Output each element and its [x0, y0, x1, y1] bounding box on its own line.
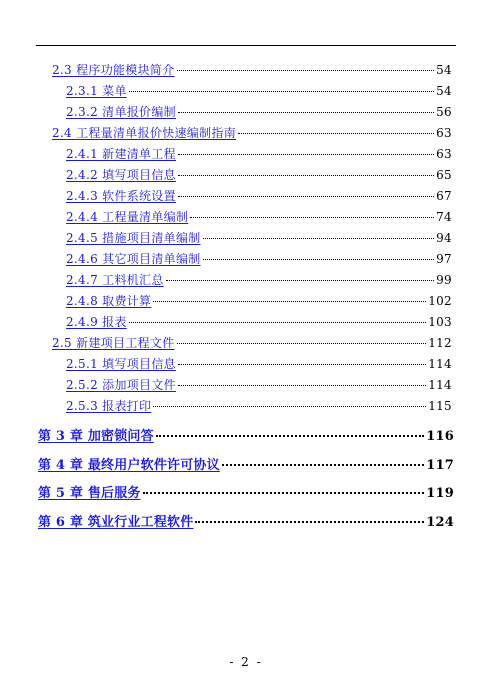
toc-entry-page: 102 — [428, 294, 452, 308]
toc-leader-dots — [178, 154, 434, 155]
toc-entry-2-3-2[interactable] — [66, 103, 452, 120]
toc-leader-dots — [143, 492, 425, 494]
toc-entry-2-4-8[interactable] — [66, 292, 452, 309]
toc-chapter-6[interactable] — [38, 511, 454, 530]
toc-entry-page: 74 — [436, 210, 452, 224]
toc-entry-page: 54 — [436, 63, 452, 77]
toc-chapter-page: 124 — [426, 515, 454, 530]
toc-entry-2-4-2[interactable] — [66, 166, 452, 183]
toc-entry-label[interactable]: 2.4.9 报表 — [66, 315, 127, 329]
toc-entry-label[interactable]: 2.4.6 其它项目清单编制 — [66, 252, 201, 266]
toc-entry-2-3-1[interactable] — [66, 82, 452, 99]
toc-chapter-3[interactable] — [38, 425, 454, 444]
toc-leader-dots — [129, 91, 434, 92]
toc-entry-page: 103 — [428, 315, 452, 329]
toc-chapter-label[interactable]: 第 6 章 筑业行业工程软件 — [38, 515, 194, 530]
toc-leader-dots — [177, 70, 435, 71]
toc-leader-dots — [195, 521, 424, 523]
toc-entry-label[interactable]: 2.3.1 菜单 — [66, 84, 127, 98]
toc-leader-dots — [156, 435, 424, 437]
toc-leader-dots — [203, 259, 435, 260]
toc-entry-page: 65 — [436, 168, 452, 182]
toc-chapter-label[interactable]: 第 4 章 最终用户软件许可协议 — [38, 458, 220, 473]
toc-entry-2-4-6[interactable] — [66, 250, 452, 267]
toc-chapter-page: 119 — [426, 486, 454, 501]
toc-leader-dots — [129, 322, 426, 323]
toc-leader-dots — [203, 238, 435, 239]
toc-entry-page: 94 — [436, 231, 452, 245]
toc-entry-page: 114 — [428, 357, 452, 371]
toc-leader-dots — [178, 364, 426, 365]
toc-entry-2-4-3[interactable] — [66, 187, 452, 204]
toc-leader-dots — [238, 133, 434, 134]
toc-entry-page: 97 — [436, 252, 452, 266]
toc-entry-2-3[interactable] — [52, 61, 452, 78]
toc-entry-label[interactable]: 2.3.2 清单报价编制 — [66, 105, 176, 119]
toc-leader-dots — [178, 385, 426, 386]
toc-leader-dots — [153, 301, 426, 302]
toc-entry-2-4-4[interactable] — [66, 208, 452, 225]
toc-entry-label[interactable]: 2.3 程序功能模块简介 — [52, 63, 175, 77]
toc-entry-2-4[interactable] — [52, 124, 452, 141]
toc-entry-2-4-9[interactable] — [66, 313, 452, 330]
toc-chapter-label[interactable]: 第 5 章 售后服务 — [38, 486, 141, 501]
toc-entry-page: 54 — [436, 84, 452, 98]
toc-chapter-page: 116 — [426, 429, 454, 444]
toc-entry-page: 63 — [436, 147, 452, 161]
toc-chapter-4[interactable] — [38, 454, 454, 473]
toc-entry-label[interactable]: 2.4.3 软件系统设置 — [66, 189, 176, 203]
toc-entry-2-5[interactable] — [52, 334, 452, 351]
toc-leader-dots — [178, 196, 434, 197]
toc-entry-label[interactable]: 2.4.2 填写项目信息 — [66, 168, 176, 182]
toc-entry-label[interactable]: 2.4.1 新建清单工程 — [66, 147, 176, 161]
toc-leader-dots — [222, 464, 424, 466]
toc-entry-label[interactable]: 2.5.2 添加项目文件 — [66, 378, 176, 392]
toc-entry-2-4-7[interactable] — [66, 271, 452, 288]
toc-chapter-page: 117 — [426, 458, 454, 473]
toc-chapter-5[interactable] — [38, 482, 454, 501]
toc-entry-page: 63 — [436, 126, 452, 140]
toc-leader-dots — [178, 175, 434, 176]
header-rule — [36, 45, 456, 46]
toc-entry-label[interactable]: 2.4.8 取费计算 — [66, 294, 152, 308]
toc-entry-2-5-1[interactable] — [66, 355, 452, 372]
toc-entry-label[interactable]: 2.4 工程量清单报价快速编制指南 — [52, 126, 236, 140]
toc-entry-label[interactable]: 2.4.5 措施项目清单编制 — [66, 231, 201, 245]
toc-leader-dots — [178, 112, 434, 113]
toc-entry-page: 99 — [436, 273, 452, 287]
toc-leader-dots — [153, 406, 426, 407]
toc-entry-label[interactable]: 2.5.3 报表打印 — [66, 399, 152, 413]
toc-entry-label[interactable]: 2.5.1 填写项目信息 — [66, 357, 176, 371]
toc-leader-dots — [166, 280, 434, 281]
toc-entry-label[interactable]: 2.4.4 工程量清单编制 — [66, 210, 189, 224]
toc-leader-dots — [177, 343, 427, 344]
toc-entry-page: 112 — [428, 336, 452, 350]
toc-leader-dots — [190, 217, 434, 218]
toc-entry-2-4-1[interactable] — [66, 145, 452, 162]
toc-entry-label[interactable]: 2.4.7 工料机汇总 — [66, 273, 164, 287]
toc-entry-2-5-3[interactable] — [66, 397, 452, 414]
toc-entry-2-5-2[interactable] — [66, 376, 452, 393]
toc-entry-page: 56 — [436, 105, 452, 119]
toc-chapter-label[interactable]: 第 3 章 加密锁问答 — [38, 429, 154, 444]
toc-entry-2-4-5[interactable] — [66, 229, 452, 246]
toc-entry-page: 114 — [428, 378, 452, 392]
page-number-footer: - 2 - — [229, 655, 263, 669]
toc-entry-page: 67 — [436, 189, 452, 203]
toc-entry-label[interactable]: 2.5 新建项目工程文件 — [52, 336, 175, 350]
toc-entry-page: 115 — [428, 399, 452, 413]
